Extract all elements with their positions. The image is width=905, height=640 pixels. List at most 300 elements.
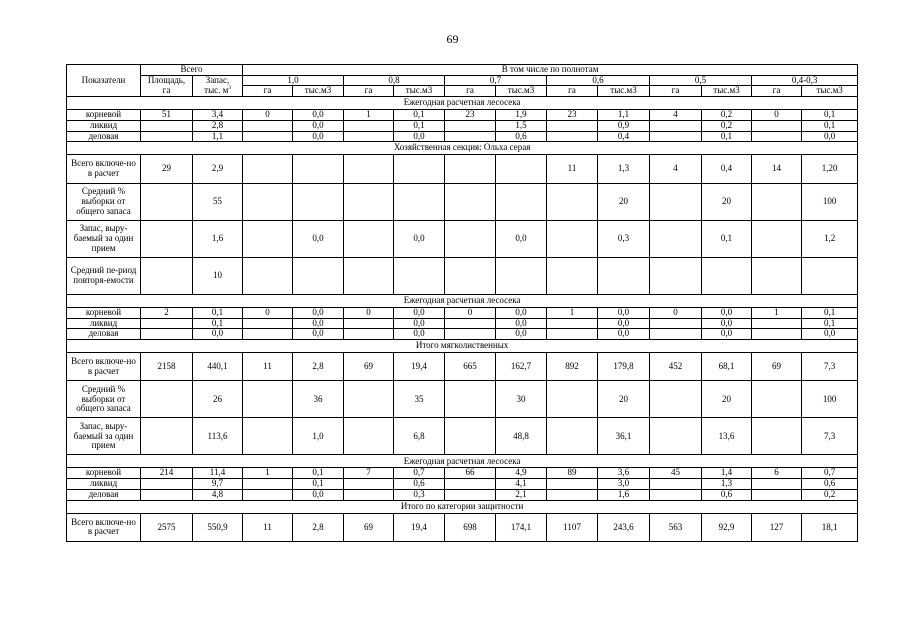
table-cell (650, 418, 702, 455)
row-label: деловая (67, 131, 141, 142)
table-cell (752, 489, 802, 500)
unit-stock-header: тыс.м3 (394, 86, 445, 97)
row-label: Средний % выборки от общего запаса (67, 381, 141, 418)
table-cell: 0 (445, 307, 496, 318)
table-cell: 1 (344, 110, 394, 121)
table-cell (243, 329, 293, 340)
table-cell (702, 257, 752, 294)
table-cell: 11,4 (193, 468, 243, 479)
table-cell (344, 131, 394, 142)
table-cell (445, 257, 496, 294)
table-cell: 0,0 (394, 329, 445, 340)
table-cell (344, 155, 394, 184)
header-stock: Запас, тыс. $м^3$ (193, 75, 243, 96)
table-cell (445, 329, 496, 340)
unit-stock-header: тыс.м3 (293, 86, 344, 97)
table-cell: 0,2 (702, 110, 752, 121)
table-cell: 0,0 (293, 489, 344, 500)
table-cell (445, 155, 496, 184)
table-cell: 0 (243, 307, 293, 318)
table-cell: 2 (141, 307, 193, 318)
table-cell (394, 155, 445, 184)
table-cell: 0,0 (802, 329, 858, 340)
table-cell (344, 183, 394, 220)
table-cell (650, 318, 702, 329)
table-cell: 4,1 (496, 479, 547, 490)
table-cell (141, 381, 193, 418)
table-cell: 18,1 (802, 513, 858, 542)
table-cell (243, 381, 293, 418)
density-header: 1,0 (243, 75, 344, 86)
row-label: Средний % выборки от общего запаса (67, 183, 141, 220)
table-cell: 174,1 (496, 513, 547, 542)
table-cell (445, 318, 496, 329)
table-cell (141, 318, 193, 329)
table-cell (141, 489, 193, 500)
row-label: корневой (67, 110, 141, 121)
table-cell: 0,0 (802, 131, 858, 142)
table-cell: 0,6 (496, 131, 547, 142)
table-cell (344, 479, 394, 490)
table-cell: 35 (394, 381, 445, 418)
table-cell: 0,0 (293, 318, 344, 329)
table-cell (752, 131, 802, 142)
table-cell: 48,8 (496, 418, 547, 455)
table-cell: 69 (752, 352, 802, 381)
table-cell: 0,6 (702, 489, 752, 500)
table-cell (650, 183, 702, 220)
table-cell: 0,1 (702, 220, 752, 257)
table-cell (650, 329, 702, 340)
table-cell (445, 418, 496, 455)
section-title: Ежегодная расчетная лесосека (67, 97, 858, 110)
table-cell: 1,2 (802, 220, 858, 257)
table-cell (141, 329, 193, 340)
table-row (67, 329, 858, 340)
table-cell (650, 120, 702, 131)
table-cell: 3,4 (193, 110, 243, 121)
table-cell: 0,3 (394, 489, 445, 500)
table-cell: 0,0 (193, 329, 243, 340)
table-cell: 19,4 (394, 352, 445, 381)
table-cell: 0,1 (293, 479, 344, 490)
table-cell: 45 (650, 468, 702, 479)
table-cell: 69 (344, 352, 394, 381)
table-row (67, 468, 858, 479)
table-cell (547, 318, 598, 329)
section-title-row (67, 339, 858, 352)
table-cell: 1,9 (496, 110, 547, 121)
table-cell: 0,0 (394, 318, 445, 329)
table-cell (496, 183, 547, 220)
header-total: Всего (141, 65, 243, 76)
table-cell (752, 329, 802, 340)
forest-stock-table (66, 64, 858, 542)
table-cell: 6 (752, 468, 802, 479)
section-title-row (67, 500, 858, 513)
table-cell: 2,8 (293, 513, 344, 542)
table-cell (547, 489, 598, 500)
table-row (67, 513, 858, 542)
table-cell: 2,1 (496, 489, 547, 500)
table-cell (752, 318, 802, 329)
table-row (67, 479, 858, 490)
table-cell: 698 (445, 513, 496, 542)
table-cell: 0,0 (598, 329, 650, 340)
table-cell: 20 (598, 183, 650, 220)
density-header: 0,5 (650, 75, 752, 86)
table-cell (141, 479, 193, 490)
table-cell: 0,1 (802, 307, 858, 318)
table-row (67, 110, 858, 121)
table-cell: 0,7 (394, 468, 445, 479)
table-cell: 0 (752, 110, 802, 121)
table-cell: 0,0 (394, 220, 445, 257)
section-title: Ежегодная расчетная лесосека (67, 455, 858, 468)
table-cell: 4 (650, 110, 702, 121)
table-cell: 4,8 (193, 489, 243, 500)
table-cell (394, 183, 445, 220)
table-cell: 1 (243, 468, 293, 479)
table-cell: 162,7 (496, 352, 547, 381)
table-cell: 7,3 (802, 352, 858, 381)
header-row-2 (67, 75, 858, 86)
table-cell (547, 131, 598, 142)
table-cell (445, 131, 496, 142)
table-cell (344, 381, 394, 418)
table-cell: 0 (243, 110, 293, 121)
table-cell (598, 257, 650, 294)
table-row (67, 155, 858, 184)
table-row (67, 120, 858, 131)
table-cell: 7,3 (802, 418, 858, 455)
table-cell: 1,3 (598, 155, 650, 184)
density-header: 0,4-0,3 (752, 75, 858, 86)
table-cell: 892 (547, 352, 598, 381)
table-cell: 179,8 (598, 352, 650, 381)
table-cell: 127 (752, 513, 802, 542)
table-cell: 2575 (141, 513, 193, 542)
table-cell: 0,0 (293, 120, 344, 131)
table-cell (243, 418, 293, 455)
table-cell (243, 257, 293, 294)
row-label: Всего включе-но в расчет (67, 513, 141, 542)
table-cell (650, 131, 702, 142)
table-cell: 36 (293, 381, 344, 418)
table-cell (243, 155, 293, 184)
table-cell: 0,9 (598, 120, 650, 131)
table-cell: 51 (141, 110, 193, 121)
unit-ha-header: га (650, 86, 702, 97)
table-cell (344, 120, 394, 131)
table-row (67, 220, 858, 257)
table-cell (752, 220, 802, 257)
table-cell: 0,0 (496, 329, 547, 340)
table-cell (344, 489, 394, 500)
table-cell: 0,2 (802, 489, 858, 500)
table-cell: 69 (344, 513, 394, 542)
table-cell (496, 155, 547, 184)
table-cell: 13,6 (702, 418, 752, 455)
section-title-row (67, 97, 858, 110)
table-cell: 0 (650, 307, 702, 318)
table-cell: 68,1 (702, 352, 752, 381)
table-cell: 243,6 (598, 513, 650, 542)
section-title-row (67, 294, 858, 307)
row-label: ликвид (67, 318, 141, 329)
density-header: 0,7 (445, 75, 547, 86)
section-title: Хозяйственная секция: Ольха серая (67, 142, 858, 155)
table-cell: 0,0 (702, 307, 752, 318)
table-cell (547, 183, 598, 220)
table-cell: 0,6 (394, 479, 445, 490)
table-cell (394, 257, 445, 294)
table-cell (293, 183, 344, 220)
table-cell: 1 (752, 307, 802, 318)
table-cell (547, 257, 598, 294)
table-cell (243, 479, 293, 490)
table-cell (650, 257, 702, 294)
row-label: ликвид (67, 120, 141, 131)
table-cell: 0,1 (802, 120, 858, 131)
table-cell: 3,0 (598, 479, 650, 490)
unit-ha-header: га (752, 86, 802, 97)
row-label: Всего включе-но в расчет (67, 155, 141, 184)
table-cell: 0,0 (496, 307, 547, 318)
table-cell (650, 220, 702, 257)
section-title: Итого мягколиственных (67, 339, 858, 352)
unit-stock-header: тыс.м3 (802, 86, 858, 97)
row-label: корневой (67, 468, 141, 479)
table-row (67, 381, 858, 418)
row-label: корневой (67, 307, 141, 318)
table-cell: 23 (547, 110, 598, 121)
table-cell: 0,0 (293, 307, 344, 318)
row-label: Всего включе-но в расчет (67, 352, 141, 381)
table-cell: 563 (650, 513, 702, 542)
header-area: Площадь, га (141, 75, 193, 96)
table-cell: 20 (702, 381, 752, 418)
table-cell: 20 (702, 183, 752, 220)
table-row (67, 183, 858, 220)
table-cell (752, 479, 802, 490)
table-row (67, 418, 858, 455)
table-cell: 1,6 (193, 220, 243, 257)
table-cell: 1,6 (598, 489, 650, 500)
table-cell: 92,9 (702, 513, 752, 542)
table-cell: 36,1 (598, 418, 650, 455)
table-cell: 1,1 (193, 131, 243, 142)
table-cell: 0,0 (496, 220, 547, 257)
table-cell: 4,9 (496, 468, 547, 479)
table-cell: 6,8 (394, 418, 445, 455)
unit-stock-header: тыс.м3 (702, 86, 752, 97)
table-cell (293, 155, 344, 184)
section-title: Итого по категории защитности (67, 500, 858, 513)
table-cell: 66 (445, 468, 496, 479)
section-title-row (67, 455, 858, 468)
table-cell: 0,0 (394, 307, 445, 318)
table-cell (802, 257, 858, 294)
unit-stock-header: тыс.м3 (598, 86, 650, 97)
table-cell: 0,1 (702, 131, 752, 142)
table-cell: 0,1 (193, 307, 243, 318)
table-cell: 4 (650, 155, 702, 184)
table-row (67, 257, 858, 294)
unit-ha-header: га (243, 86, 293, 97)
table-cell: 0,0 (598, 307, 650, 318)
table-cell: 100 (802, 183, 858, 220)
table-cell: 0,1 (293, 468, 344, 479)
table-cell (141, 220, 193, 257)
table-cell (752, 381, 802, 418)
table-cell (445, 479, 496, 490)
table-cell (243, 318, 293, 329)
table-cell (752, 257, 802, 294)
table-cell: 11 (547, 155, 598, 184)
header-by-density: В том числе по полнотам (243, 65, 858, 76)
table-cell: 665 (445, 352, 496, 381)
table-cell: 0,0 (598, 318, 650, 329)
row-label: Запас, выру-баемый за один прием (67, 220, 141, 257)
table-cell (650, 489, 702, 500)
table-cell: 0,6 (802, 479, 858, 490)
unit-stock-header: тыс.м3 (496, 86, 547, 97)
table-row (67, 307, 858, 318)
table-cell: 0,0 (293, 131, 344, 142)
unit-ha-header: га (547, 86, 598, 97)
table-cell: 0,1 (394, 120, 445, 131)
table-cell: 1,20 (802, 155, 858, 184)
table-cell (344, 318, 394, 329)
table-cell: 113,6 (193, 418, 243, 455)
table-cell: 3,6 (598, 468, 650, 479)
table-cell: 0,1 (802, 318, 858, 329)
table-cell (547, 418, 598, 455)
table-cell (344, 220, 394, 257)
row-label: Средний пе-риод повторя-емости (67, 257, 141, 294)
table-cell: 0,1 (193, 318, 243, 329)
density-header: 0,6 (547, 75, 650, 86)
section-title-row (67, 142, 858, 155)
table-cell: 11 (243, 352, 293, 381)
table-cell (141, 131, 193, 142)
table-cell: 11 (243, 513, 293, 542)
table-cell (344, 257, 394, 294)
table-row (67, 489, 858, 500)
table-cell: 9,7 (193, 479, 243, 490)
table-cell (752, 120, 802, 131)
table-cell (344, 418, 394, 455)
row-label: деловая (67, 489, 141, 500)
table-cell (752, 418, 802, 455)
table-cell: 0,0 (496, 318, 547, 329)
table-cell: 0,0 (293, 110, 344, 121)
table-cell: 1,3 (702, 479, 752, 490)
table-cell: 0,0 (702, 329, 752, 340)
table-cell: 1,0 (293, 418, 344, 455)
table-row (67, 318, 858, 329)
table-cell: 0,2 (702, 120, 752, 131)
table-cell: 0,4 (702, 155, 752, 184)
table-cell: 1 (547, 307, 598, 318)
table-cell: 2,8 (293, 352, 344, 381)
table-cell (243, 183, 293, 220)
table-cell (547, 220, 598, 257)
row-label: деловая (67, 329, 141, 340)
table-cell: 19,4 (394, 513, 445, 542)
table-cell (496, 257, 547, 294)
table-cell: 23 (445, 110, 496, 121)
table-cell (547, 329, 598, 340)
table-cell (650, 381, 702, 418)
table-cell (344, 329, 394, 340)
table-cell (243, 120, 293, 131)
page-number: 69 (446, 32, 459, 46)
table-cell: 452 (650, 352, 702, 381)
table-cell (445, 220, 496, 257)
table-cell: 0,7 (802, 468, 858, 479)
row-label: Запас, выру-баемый за один прием (67, 418, 141, 455)
table-cell: 14 (752, 155, 802, 184)
table-cell (293, 257, 344, 294)
table-cell: 26 (193, 381, 243, 418)
table-cell (243, 489, 293, 500)
table-cell: 29 (141, 155, 193, 184)
table-row (67, 352, 858, 381)
table-cell (141, 183, 193, 220)
table-cell: 20 (598, 381, 650, 418)
table-cell (243, 131, 293, 142)
section-title: Ежегодная расчетная лесосека (67, 294, 858, 307)
table-cell: 2158 (141, 352, 193, 381)
table-cell: 550,9 (193, 513, 243, 542)
table-cell: 10 (193, 257, 243, 294)
table-cell: 30 (496, 381, 547, 418)
unit-ha-header: га (344, 86, 394, 97)
table-cell (141, 418, 193, 455)
table-cell: 0,0 (293, 329, 344, 340)
table-cell: 1,1 (598, 110, 650, 121)
table-cell: 7 (344, 468, 394, 479)
table-cell: 0,1 (802, 110, 858, 121)
table-cell: 1,5 (496, 120, 547, 131)
table-cell (650, 479, 702, 490)
table-cell (547, 479, 598, 490)
header-row-1 (67, 65, 858, 76)
table-cell: 0,0 (394, 131, 445, 142)
table-cell: 214 (141, 468, 193, 479)
unit-ha-header: га (445, 86, 496, 97)
table-cell: 2,8 (193, 120, 243, 131)
table-cell (547, 381, 598, 418)
table-cell: 440,1 (193, 352, 243, 381)
row-label: ликвид (67, 479, 141, 490)
table-cell: 0 (344, 307, 394, 318)
table-cell (141, 257, 193, 294)
table-cell (445, 381, 496, 418)
table-cell: 0,0 (293, 220, 344, 257)
table-cell: 0,1 (394, 110, 445, 121)
table-cell (243, 220, 293, 257)
table-cell (445, 489, 496, 500)
density-header: 0,8 (344, 75, 445, 86)
table-cell: 2,9 (193, 155, 243, 184)
table-cell (752, 183, 802, 220)
table-cell (141, 120, 193, 131)
table-cell: 0,4 (598, 131, 650, 142)
table-cell: 89 (547, 468, 598, 479)
